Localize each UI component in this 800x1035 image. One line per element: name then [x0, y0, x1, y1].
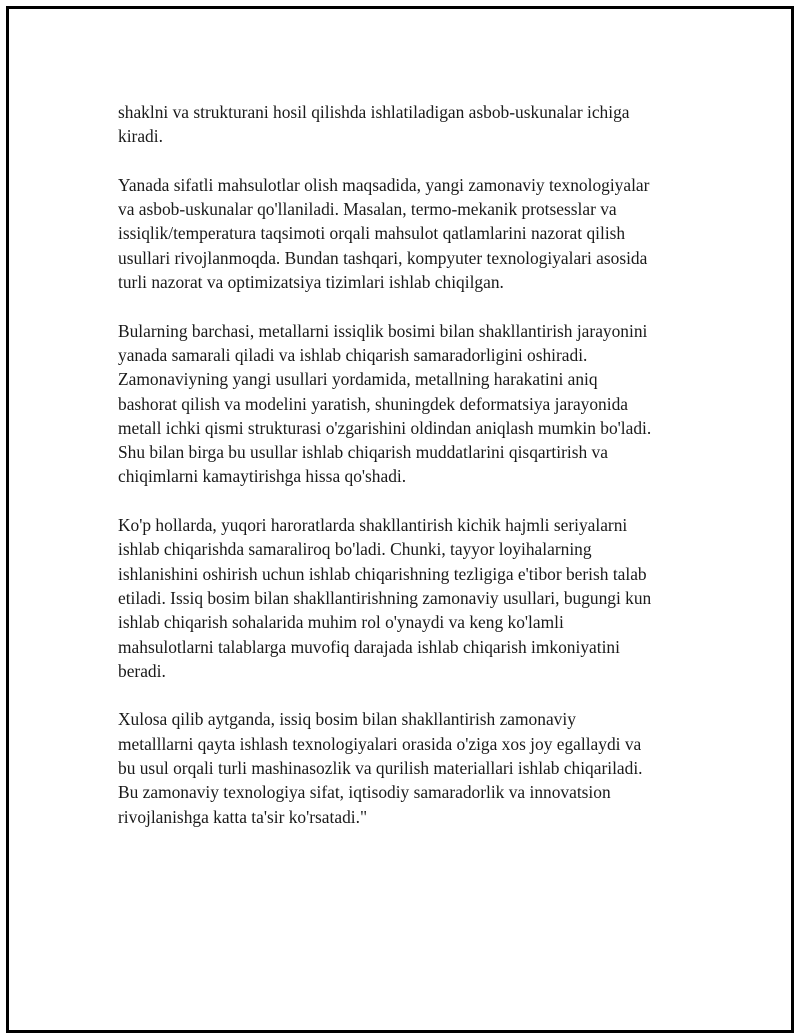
paragraph-1: shaklni va strukturani hosil qilishda ishlatiladigan asbob-uskunalar ichiga kiradi. [118, 102, 630, 147]
paragraph-4: Ko'p hollarda, yuqori haroratlarda shakllantirish kichik hajmli seriyalarni ishlab chiqarishda samaraliroq bo'ladi. Chunki, tayyor loyihalarning ishlanishini oshirish uchun ishlab chiqarishning tezligiga e'tibor berish talab etiladi. Issiq bosim bilan shakllantirishning zamonaviy usullari, bugungi kun ishlab chiqarish sohalarida muhim rol o'ynaydi va keng ko'lamli mahsulotlarni talablarga muvofiq darajada ishlab chiqarish imkoniyatini beradi. [118, 515, 652, 681]
page-frame [6, 6, 794, 1033]
paragraph-2: Yanada sifatli mahsulotlar olish maqsadida, yangi zamonaviy texnologiyalar va asbob-uskunalar qo'llaniladi. Masalan, termo-mekanik protsesslar va issiqlik/temperatura taqsimoti orqali mahsulot qatlamlarini nazorat qilish usullari rivojlanmoqda. Bundan tashqari, kompyuter texnologiyalari asosida turli nazorat va optimizatsiya tizimlari ishlab chiqilgan. [118, 174, 650, 293]
paragraph-5: Xulosa qilib aytganda, issiq bosim bilan shakllantirish zamonaviy metalllarni qayta ishlash texnologiyalari orasida o'ziga xos joy egallaydi va bu usul orqali turli mashinasozlik va qurilish materiallari ishlab chiqariladi. Bu zamonaviy texnologiya sifat, iqtisodiy samaradorlik va innovatsion rivojlanishga katta ta'sir ko'rsatadi." [118, 709, 643, 827]
paragraph-3: Bularning barchasi, metallarni issiqlik bosimi bilan shakllantirish jarayonini yanada samarali qiladi va ishlab chiqarish samaradorligini oshiradi. Zamonaviyning yangi usullari yordamida, metallning harakatini aniq bashorat qilish va modelini yaratish, shuningdek deformatsiya jarayonida metall ichki qismi strukturasi o'zgarishini oldindan aniqlash mumkin bo'ladi. Shu bilan birga bu usullar ishlab chiqarish muddatlarini qisqartirish va chiqimlarni kamaytirishga hissa qo'shadi. [118, 320, 652, 487]
page-content [118, 100, 708, 853]
